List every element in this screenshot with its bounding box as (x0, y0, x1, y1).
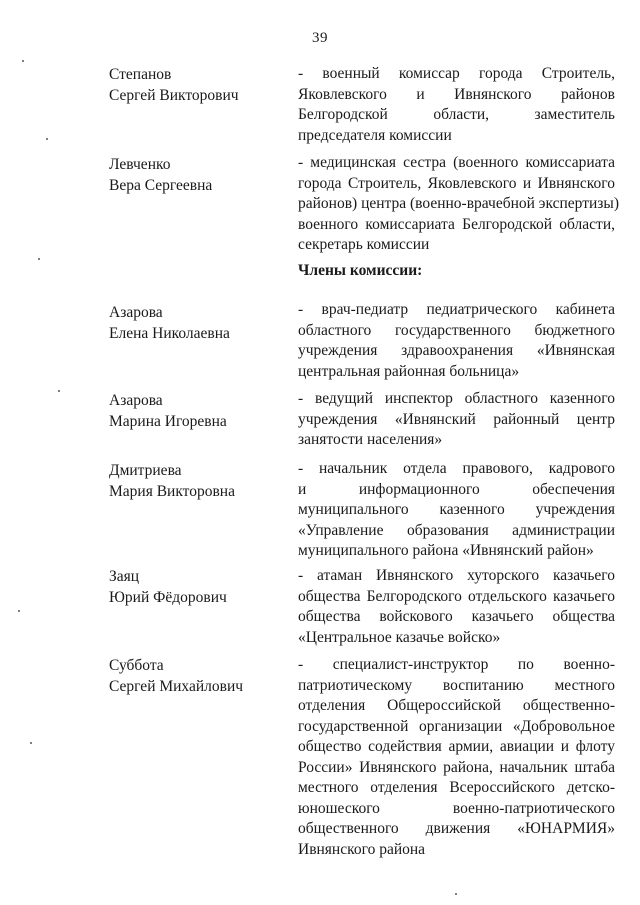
scan-speck (22, 60, 24, 62)
role-line: общества войскового казачьего общества (298, 608, 615, 625)
member-role-subbota (298, 655, 615, 860)
member-role-dmitrieva (298, 459, 615, 562)
given-names: Марина Игоревна (109, 413, 227, 430)
scan-speck (38, 258, 40, 260)
given-names: Сергей Викторович (109, 87, 239, 104)
role-line: общество содействия армии, авиации и флоту (298, 738, 615, 755)
scan-speck (18, 610, 20, 612)
role-line: муниципального района «Ивнянский район» (298, 542, 594, 559)
role-line: военного комиссариата Белгородской области, (298, 215, 615, 233)
given-names: Елена Николаевна (109, 325, 230, 342)
role-line: отделения Общероссийской общественно- (298, 697, 615, 714)
role-line: - медицинская сестра (военного комиссариата (298, 154, 615, 171)
role-line: Белгородской области, заместитель (298, 106, 615, 123)
given-names: Юрий Фёдорович (109, 589, 227, 606)
member-role-azarova-marina (298, 389, 615, 451)
scan-speck (30, 742, 32, 744)
surname: Азарова (109, 392, 163, 409)
role-line: города Строитель, Яковлевского и Ивнянского (298, 174, 615, 192)
role-line: общества Белгородского отдельского казачьего (298, 587, 615, 605)
member-name-subbota (109, 655, 284, 697)
surname: Суббота (109, 657, 164, 674)
role-line: - начальник отдела правового, кадрового (298, 460, 615, 477)
role-line: - врач-педиатр педиатрического кабинета (298, 301, 615, 318)
page-number: 39 (312, 30, 328, 46)
role-line: центральная районная больница» (298, 362, 520, 380)
role-line: - военный комиссар города Строитель, (298, 65, 615, 82)
role-line: занятости населения» (298, 431, 443, 448)
member-name-azarova-marina (109, 390, 284, 432)
surname: Дмитриева (109, 462, 182, 479)
surname: Левченко (109, 156, 171, 173)
role-line: государственной организации «Добровольное (298, 717, 615, 735)
member-role-zayats (298, 566, 615, 648)
role-line: - атаман Ивнянского хуторского казачьего (298, 567, 615, 584)
role-line: учреждения здравоохранения «Ивнянская (298, 342, 615, 359)
role-line: председателя комиссии (298, 126, 452, 144)
role-line: Ивнянского района (298, 840, 426, 858)
role-line: - специалист-инструктор по военно- (298, 656, 615, 673)
given-names: Вера Сергеевна (109, 177, 213, 194)
member-name-zayats (109, 566, 284, 608)
members-heading: Члены комиссии: (298, 262, 423, 279)
role-line: юношеского военно-патриотического (298, 799, 615, 817)
role-line: муниципального казенного учреждения (298, 501, 615, 518)
member-name-levchenko (109, 154, 284, 196)
member-role-stepanov (298, 64, 615, 146)
surname: Азарова (109, 304, 163, 321)
role-line: районов) центра (военно-врачебной экспертизы) (298, 195, 619, 212)
surname: Степанов (109, 66, 172, 83)
scan-speck (46, 138, 48, 140)
role-line: - ведущий инспектор областного казенного (298, 390, 615, 407)
role-line: Яковлевского и Ивнянского районов (298, 85, 615, 103)
given-names: Мария Викторовна (109, 483, 235, 500)
member-role-azarova-elena (298, 300, 615, 382)
role-line: России» Ивнянского района, начальник штаба (298, 758, 615, 776)
member-name-azarova-elena (109, 302, 284, 344)
role-line: и информационного обеспечения (298, 480, 615, 498)
member-role-levchenko (298, 153, 619, 256)
given-names: Сергей Михайлович (109, 678, 244, 695)
scan-speck (455, 893, 457, 895)
role-line: «Центральное казачье войско» (298, 628, 501, 646)
scan-speck (58, 390, 60, 392)
role-line: учреждения «Ивнянский районный центр (298, 410, 615, 428)
member-name-stepanov (109, 64, 284, 106)
role-line: местного отделения Всероссийского детско- (298, 779, 615, 796)
role-line: «Управление образования администрации (298, 521, 615, 539)
role-line: общественного движения «ЮНАРМИЯ» (298, 820, 615, 837)
surname: Заяц (109, 568, 140, 585)
role-line: областного государственного бюджетного (298, 321, 615, 339)
role-line: патриотическому воспитанию местного (298, 676, 615, 694)
member-name-dmitrieva (109, 460, 284, 502)
role-line: секретарь комиссии (298, 236, 430, 253)
